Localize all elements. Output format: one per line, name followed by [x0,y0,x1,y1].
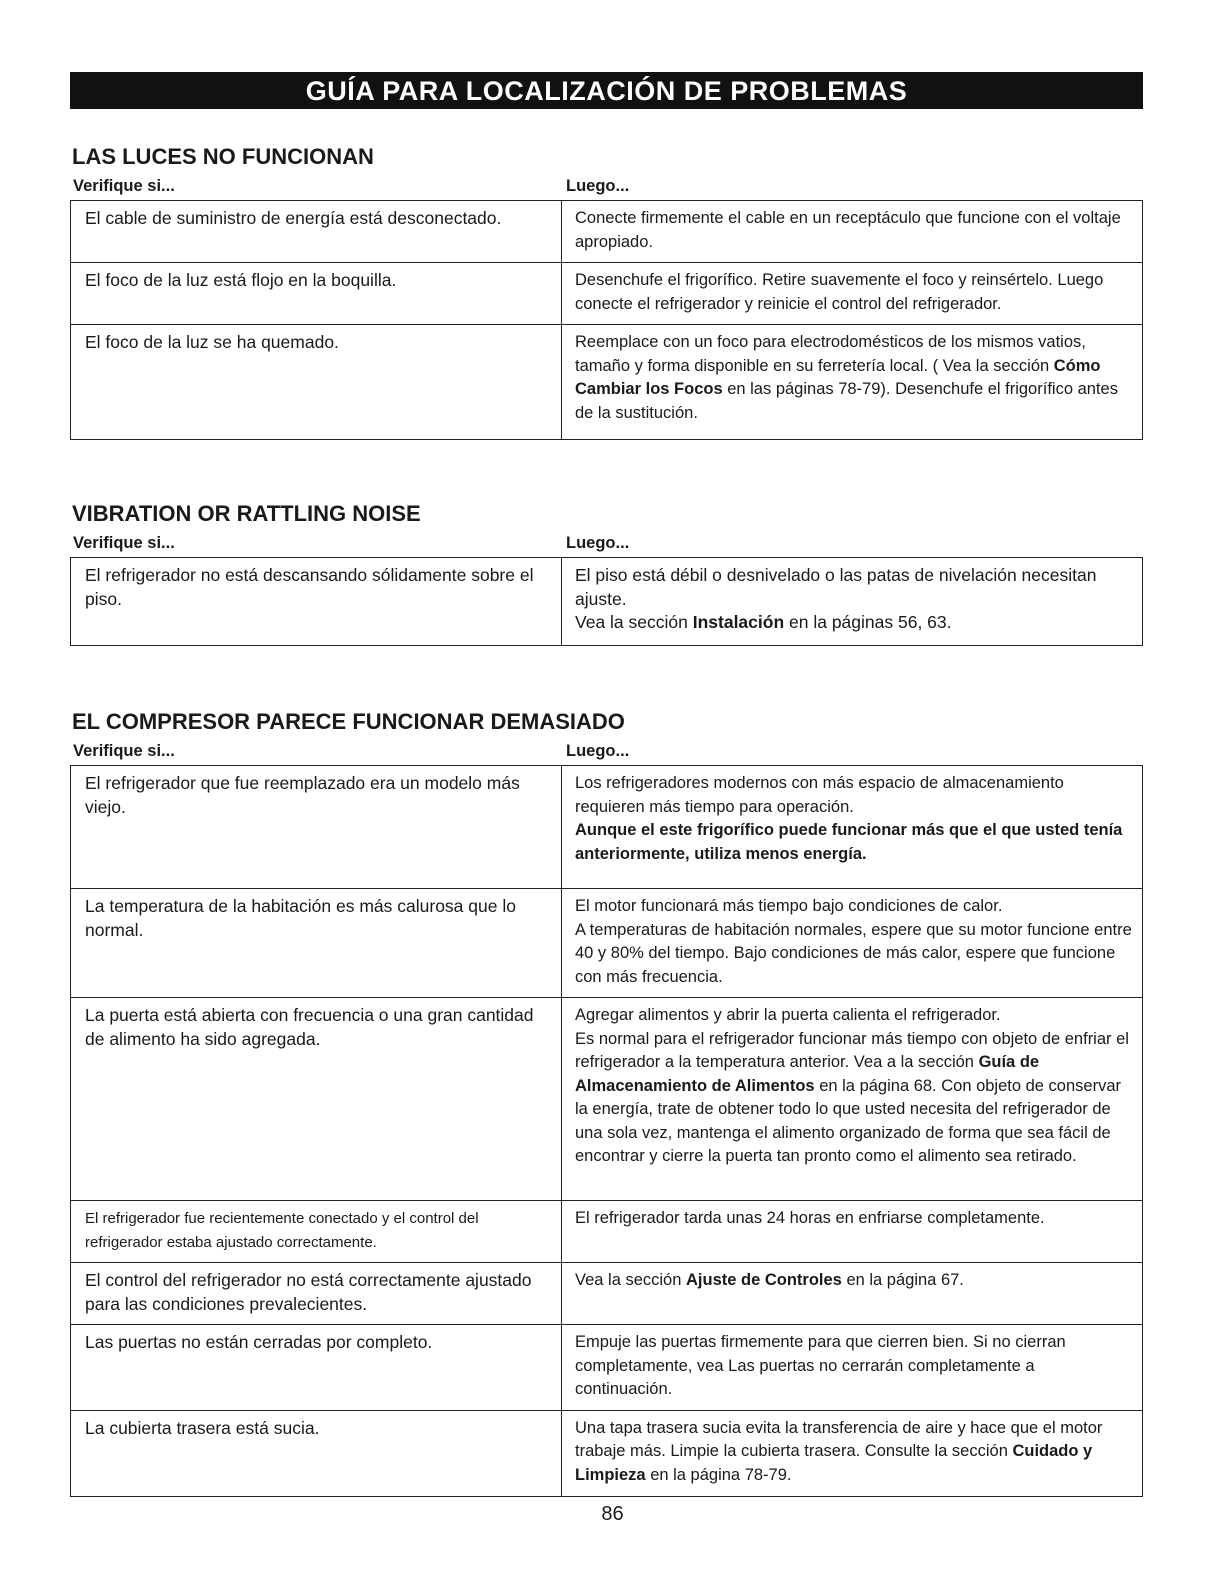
page-number: 86 [601,1503,624,1525]
then-text: Una tapa trasera sucia evita la transferencia de aire y hace que el motor trabaje más. Limpie la cubierta trasera. Consulte la sección [575,1418,1103,1460]
col-check-header: Verifique si... [73,534,175,552]
page [70,72,1143,1484]
check-cell: El foco de la luz está flojo en la boquilla. [71,263,562,325]
then-cell [562,766,1143,889]
then-text: en la página 68. Con objeto de conservar la energía, trate de obtener todo lo que usted necesita del refrigerador de una sola vez, mantenga el alimento organizado de forma que sea fácil de encontrar y cierre la puerta tan pronto como el alimento sea retirado. [575,1076,1122,1165]
then-cell [562,558,1143,646]
then-text: en la páginas 56, 63. [784,612,952,632]
section-heading: LAS LUCES NO FUNCIONAN [72,144,374,169]
table-row [71,766,1143,889]
table-row [71,1201,1143,1263]
then-link-text: Instalación [692,612,785,632]
table-row [71,1263,1143,1325]
then-text: A temperaturas de habitación normales, espere que su motor funcione entre 40 y 80% del tiempo. Bajo condiciones de más calor, espere que funcione con más frecuencia. [575,920,1132,986]
table-row [71,889,1143,998]
col-check-header: Verifique si... [73,742,175,760]
check-cell: El refrigerador fue recientemente conectado y el control del refrigerador estaba ajustado correctamente. [71,1201,562,1263]
then-cell [562,1263,1143,1325]
section-heading: VIBRATION OR RATTLING NOISE [72,501,421,526]
col-then-header: Luego... [566,534,630,552]
check-cell: La puerta está abierta con frecuencia o una gran cantidad de alimento ha sido agregada. [71,998,562,1201]
table-row [71,1325,1143,1411]
col-then-header: Luego... [566,742,630,760]
then-link-text: Cómo Cambiar los Focos [575,356,1101,398]
check-cell: La cubierta trasera está sucia. [71,1410,562,1496]
then-cell [562,889,1143,998]
then-cell: Conecte firmemente el cable en un receptáculo que funcione con el voltaje apropiado. [562,201,1143,263]
col-then-header: Luego... [566,177,630,195]
section-heading: EL COMPRESOR PARECE FUNCIONAR DEMASIADO [72,709,625,734]
then-bold-text: Aunque el este frigorífico puede funcionar más que el que usted tenía anteriormente, utiliza menos energía. [575,821,1123,863]
then-text: en la página 67. [841,1271,964,1289]
column-headers [70,529,1143,557]
troubleshooting-table [70,200,1143,440]
section-lights [70,142,1143,440]
then-cell: Empuje las puertas firmemente para que cierren bien. Si no cierran completamente, vea Las puertas no cerrarán completamente a continuación. [562,1325,1143,1411]
check-cell: El foco de la luz se ha quemado. [71,325,562,440]
then-text: El piso está débil o desnivelado o las patas de nivelación necesitan ajuste. [575,565,1097,609]
column-headers [70,737,1143,765]
check-cell: El cable de suministro de energía está desconectado. [71,201,562,263]
section-compressor [70,707,1143,1497]
check-cell: El refrigerador no está descansando sólidamente sobre el piso. [71,558,562,646]
section-vibration [70,499,1143,646]
then-text: Reemplace con un foco para electrodomésticos de los mismos vatios, tamaño y forma disponible en su ferretería local. ( Vea la sección [575,333,1086,375]
check-cell: Las puertas no están cerradas por completo. [71,1325,562,1411]
then-text: en las páginas 78-79). Desenchufe el frigorífico antes de la sustitución. [575,380,1118,422]
then-cell [562,325,1143,440]
table-row [71,998,1143,1201]
troubleshooting-table [70,557,1143,646]
col-check-header: Verifique si... [73,177,175,195]
then-text: Vea la sección [575,1271,686,1289]
table-row [71,201,1143,263]
then-text: en la página 78-79. [645,1465,792,1484]
then-text: Vea la sección [575,612,693,632]
table-row [71,1410,1143,1496]
then-cell: El refrigerador tarda unas 24 horas en enfriarse completamente. [562,1201,1143,1263]
then-link-text: Cuidado y Limpieza [575,1442,1093,1484]
column-headers [70,172,1143,200]
then-cell [562,1410,1143,1496]
check-cell: El control del refrigerador no está correctamente ajustado para las condiciones prevalecientes. [71,1263,562,1325]
troubleshooting-table [70,765,1143,1497]
table-row [71,325,1143,440]
then-text: Es normal para el refrigerador funcionar más tiempo con objeto de enfriar el refrigerador a la temperatura anterior. Vea a la sección [575,1029,1129,1071]
then-text: Agregar alimentos y abrir la puerta calienta el refrigerador. [575,1006,1001,1024]
then-link-text: Ajuste de Controles [686,1271,842,1289]
then-text: Los refrigeradores modernos con más espacio de almacenamiento requieren más tiempo para operación. [575,774,1064,816]
check-cell: La temperatura de la habitación es más calurosa que lo normal. [71,889,562,998]
then-cell [562,998,1143,1201]
page-title: GUÍA PARA LOCALIZACIÓN DE PROBLEMAS [70,72,1143,109]
table-row [71,558,1143,646]
check-cell: El refrigerador que fue reemplazado era un modelo más viejo. [71,766,562,889]
then-cell: Desenchufe el frigorífico. Retire suavemente el foco y reinsértelo. Luego conecte el refrigerador y reinicie el control del refrigerador. [562,263,1143,325]
then-text: El motor funcionará más tiempo bajo condiciones de calor. [575,897,1003,915]
then-link-text: Guía de Almacenamiento de Alimentos [575,1053,1040,1095]
table-row [71,263,1143,325]
